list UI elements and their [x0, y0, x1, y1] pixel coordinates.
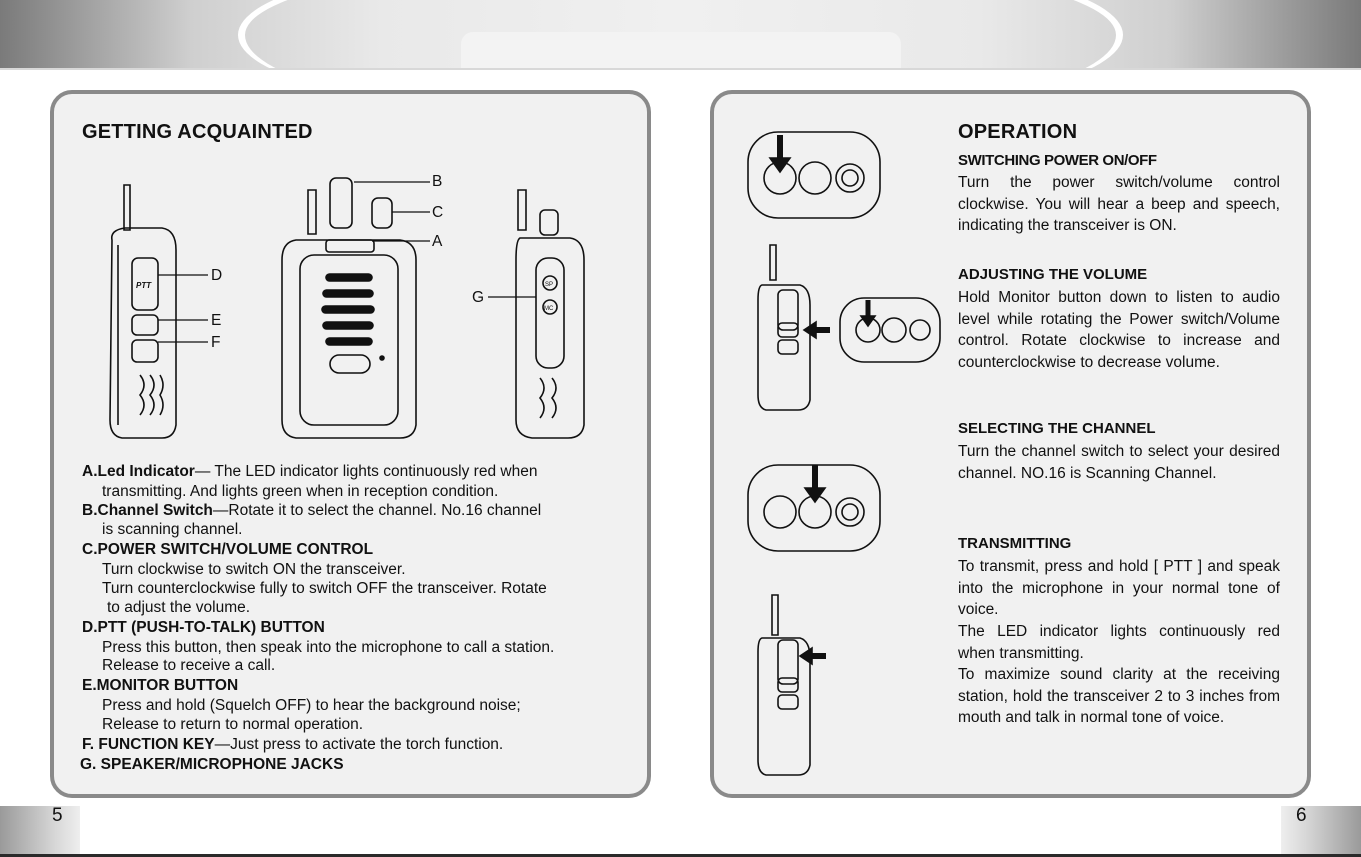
- desc-b-text: —Rotate it to select the channel. No.16 channel: [212, 502, 542, 519]
- operation-illustrations: [730, 120, 950, 780]
- callout-a: A: [432, 233, 443, 250]
- callout-b: B: [432, 173, 443, 190]
- section-transmit-text: To transmit, press and hold [ PTT ] and speak into the microphone in your normal tone of voice.: [958, 558, 1280, 618]
- desc-b-label: B.Channel Switch: [82, 502, 213, 519]
- desc-a: [82, 462, 537, 482]
- side-view-monitor: [758, 245, 830, 410]
- section-transmit-heading: TRANSMITTING: [958, 535, 1072, 552]
- footer-tab-left: [0, 806, 80, 857]
- section-channel-text: Turn the channel switch to select your desired channel. NO.16 is Scanning Channel.: [958, 443, 1280, 482]
- section-transmit-text2: The LED indicator lights continuously red when transmitting.: [958, 623, 1280, 662]
- page-number-right: 6: [1296, 805, 1307, 826]
- radio-side-view-left: [110, 185, 176, 438]
- desc-a-line2: transmitting. And lights green when in reception condition.: [102, 483, 499, 500]
- desc-e-line2: Release to return to normal operation.: [102, 716, 364, 733]
- desc-e-label: E.MONITOR BUTTON: [82, 677, 239, 694]
- desc-a-label: A.Led Indicator: [82, 463, 195, 480]
- desc-b-line2: is scanning channel.: [102, 521, 243, 538]
- desc-f-text: —Just press to activate the torch function.: [214, 736, 504, 753]
- radio-illustrations: [100, 170, 600, 445]
- desc-c-line3: to adjust the volume.: [107, 599, 251, 616]
- callout-f: F: [211, 334, 221, 351]
- top-view-channel-knob: [748, 465, 880, 551]
- desc-d-line1: Press this button, then speak into the microphone to call a station.: [102, 639, 555, 656]
- device-ptt-mark: PTT: [136, 281, 152, 290]
- desc-c-line1: Turn clockwise to switch ON the transceiver.: [102, 561, 406, 578]
- desc-c-label: C.POWER SWITCH/VOLUME CONTROL: [82, 541, 374, 558]
- callout-d: D: [211, 267, 223, 284]
- device-mc-mark: MC: [544, 306, 554, 312]
- callout-g: G: [472, 289, 485, 306]
- section-transmit-text3: To maximize sound clarity at the receiving station, hold the transceiver 2 to 3 inches from mouth and talk in normal tone of voice.: [958, 666, 1280, 726]
- section-volume-text: Hold Monitor button down to listen to audio level while rotating the Power switch/Volume control. Rotate clockwise to increase and counterclockwise to decrease volume.: [958, 289, 1280, 371]
- section-power-text: Turn the power switch/volume control clockwise. You will hear a beep and speech, indicating the transceiver is ON.: [958, 174, 1280, 234]
- desc-g-label: G. SPEAKER/MICROPHONE JACKS: [80, 756, 344, 773]
- page-number-left: 5: [52, 805, 63, 826]
- header-divider: [0, 68, 1361, 70]
- desc-f-label: F. FUNCTION KEY: [82, 736, 215, 753]
- top-view-volume-knob: [840, 298, 940, 362]
- desc-c-line2: Turn counterclockwise fully to switch OFF the transceiver. Rotate: [102, 580, 547, 597]
- callout-e: E: [211, 312, 222, 329]
- footer-tab-right: [1281, 806, 1361, 857]
- section-channel-heading: SELECTING THE CHANNEL: [958, 420, 1156, 437]
- device-sp-mark: SP: [545, 282, 554, 288]
- desc-d-line2: Release to receive a call.: [102, 657, 276, 674]
- operation-title: OPERATION: [958, 121, 1078, 143]
- desc-e-line1: Press and hold (Squelch OFF) to hear the background noise;: [102, 697, 521, 714]
- section-power-heading: SWITCHING POWER ON/OFF: [958, 152, 1157, 169]
- desc-b: [82, 501, 541, 521]
- desc-d-label: D.PTT (PUSH-TO-TALK) BUTTON: [82, 619, 325, 636]
- header-tab-decoration: [461, 32, 901, 68]
- getting-acquainted-title: GETTING ACQUAINTED: [82, 121, 313, 143]
- section-volume-heading: ADJUSTING THE VOLUME: [958, 266, 1148, 283]
- desc-f: [82, 735, 503, 755]
- radio-side-view-right: [516, 190, 584, 438]
- radio-front-view: [282, 178, 416, 438]
- side-view-ptt: [758, 595, 826, 775]
- callout-c: C: [432, 204, 444, 221]
- desc-a-text: — The LED indicator lights continuously red when: [194, 463, 538, 480]
- top-view-power-knob: [748, 132, 880, 218]
